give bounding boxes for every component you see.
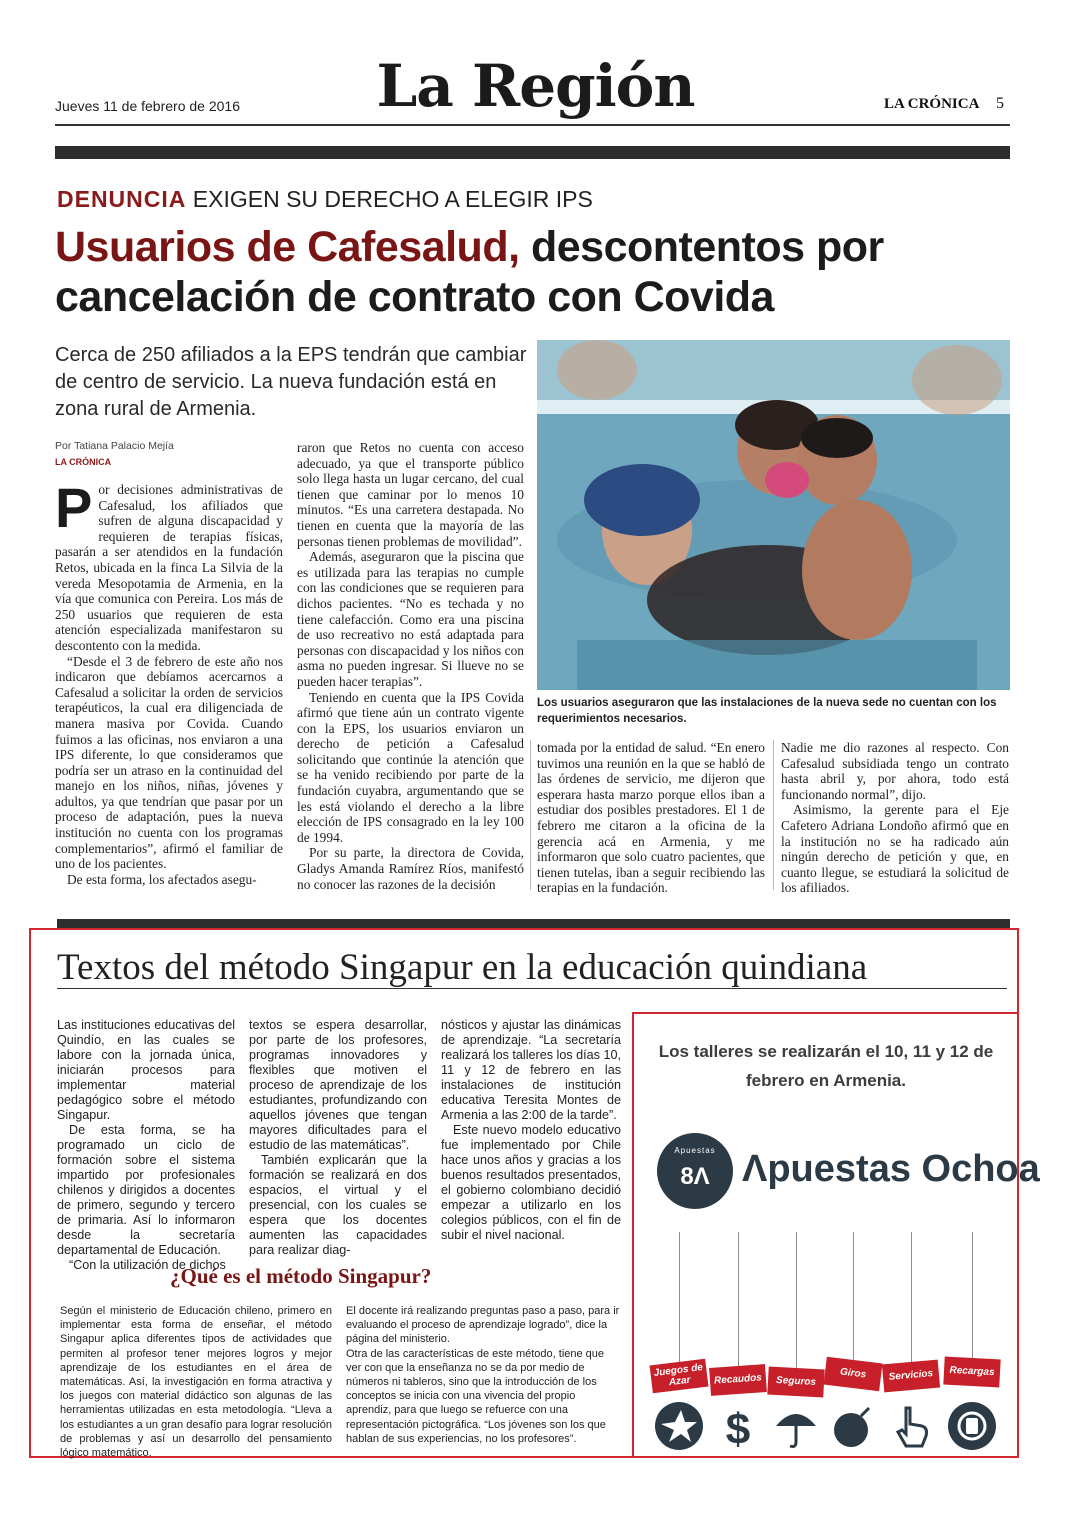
apuestas-logo [657, 1133, 733, 1209]
header-bar [55, 146, 1010, 159]
box-column-1 [60, 1304, 332, 1460]
hanging-string [796, 1232, 797, 1370]
paragraph: nósticos y ajustar las dinámicas de aprendizaje. “La secretaría realizará los talleres los días 10, 11 y 12 de febrero en las instalaciones de institución educativa Teresita Montes de Armenia a las 2:00 de la tarde”. [441, 1018, 621, 1122]
bomb-icon [829, 1402, 877, 1450]
paragraph: Asimismo, la gerente para el Eje Cafetero Adriana Londoño afirmó que en la institución no se ha radicado aún ningún derecho de petición y que, en cuanto llegue, se estudiará la solicitud de los afiliados. [781, 802, 1009, 896]
headline-text: descontentos por cancelación de contrato con Covida [55, 223, 884, 321]
paragraph: raron que Retos no cuenta con acceso adecuado, ya que el transporte público solo llega hasta un lugar cercano, del cual tienen que caminar por lo menos 10 minutos. “Es una carretera destapada. No tienen en cuenta que la mayoría de las personas tienen problemas de movilidad”. [297, 440, 524, 549]
box-column-2 [346, 1304, 620, 1454]
logo-small-text: Apuestas [674, 1146, 716, 1155]
header-rule [55, 124, 1010, 126]
hanging-string [853, 1232, 854, 1362]
paragraph: Este nuevo modelo educativo fue implementado por Chile hace unos años y gracias a los buenos resultados presentados, el gobierno colombiano decidió empezar a utilizarlo en los colegios públicos, con el fin de subir el nivel nacional. [441, 1123, 621, 1242]
column-divider [773, 740, 774, 890]
hanging-string [972, 1232, 973, 1360]
workshop-notice: Los talleres se realizarán el 10, 11 y 12 de febrero en Armenia. [658, 1042, 994, 1090]
headline-highlight: Usuarios de Cafesalud, [55, 223, 520, 271]
star-icon [655, 1402, 703, 1450]
tag-seguros: Seguros [767, 1367, 824, 1398]
paragraph: El docente irá realizando preguntas paso a paso, para ir evaluando el proceso de aprendizaje logrado”, dice la página del ministerio. [346, 1305, 620, 1346]
paragraph: De esta forma, los afectados asegu- [67, 871, 257, 887]
tag-recaudos: Recaudos [709, 1364, 767, 1396]
paragraph: También explicarán que la formación se realizará en dos espacios, el virtual y el presencial, con los cuales se espera que los docentes aumenten las capacidades para realizar diag- [249, 1153, 427, 1257]
article2-top-bar [57, 919, 1010, 928]
article-column-2 [297, 440, 524, 897]
paragraph: Según el ministerio de Educación chileno, primero en implementar esta forma de enseñar, el método Singapur aplica diferentes tipos de actividades que permiten al profesor tener mejores logros y mejor aprendizaje de los estudiantes en el área de matemáticas. Así, la investigación en forma atractiva y los juegos con material didáctico son algunas de las herramientas utilizadas en esta metodología. “Lleva a los estudiantes a un gran desafío para lograr resolución de problemas y así un desarrollo del pensamiento lógico matemático. [60, 1305, 332, 1460]
paragraph: “Con la utilización de dichos [69, 1258, 226, 1272]
tag-juegos-de-azar: Juegos de Azar [650, 1359, 709, 1394]
column-divider [530, 740, 531, 890]
article-column-3 [537, 740, 765, 898]
pool-therapy-photo [537, 340, 1010, 690]
paragraph: Otra de las características de este método, tiene que ver con que la enseñanza no se da por medio de números ni tableros, sino que la introducción de los conceptos se inicia con una vivencia del propio aprendiz, para que luego se refuerce con una representación pictográfica. “Los jóvenes son los que hablan de sus experiencias, no los profesores”. [346, 1347, 606, 1445]
kicker-label: DENUNCIA [57, 186, 187, 212]
tag-recargas: Recargas [943, 1357, 1000, 1388]
paragraph: Las instituciones educativas del Quindío, en las cuales se labore con la jornada única, iniciarán procesos para implementar material pedagógico sobre el método Singapur. [57, 1018, 235, 1122]
brand-name: Λpuestas Ochoa [742, 1148, 1040, 1190]
umbrella-icon [772, 1402, 820, 1450]
hanging-string [911, 1232, 912, 1364]
article2-title-rule [57, 988, 1007, 989]
phone-icon [948, 1402, 996, 1450]
tag-giros: Giros [824, 1357, 883, 1392]
article-column-4 [781, 740, 1009, 898]
article-lead: Cerca de 250 afiliados a la EPS tendrán que cambiar de centro de servicio. La nueva fundación está en zona rural de Armenia. [55, 344, 527, 420]
article2-column-2 [249, 1018, 427, 1257]
photo-caption: Los usuarios aseguraron que las instalaciones de la nueva sede no cuentan con los requerimientos necesarios. [537, 697, 997, 725]
paragraph: Además, aseguraron que la piscina que es utilizada para las terapias no cumple con las condiciones que se requieren para dichos pacientes. “No es techada y no tiene calefacción. Como era una piscina de uso recreativo no está adaptada para personas con discapacidad y los niños con asma no pueden ingresar. Si llueve no se pueden hacer terapias”. [297, 549, 524, 689]
page-number: 5 [996, 95, 1004, 112]
paragraph: Por su parte, la directora de Covida, Gladys Amanda Ramírez Ríos, manifestó no conocer las razones de la decisión [297, 845, 524, 892]
newspaper-name: LA CRÓNICA [884, 96, 980, 112]
article-headline [55, 222, 1015, 322]
dollar-icon [714, 1402, 762, 1454]
hand-pointer-icon [888, 1402, 936, 1450]
paragraph: “Desde el 3 de febrero de este año nos indicaron que debíamos acercarnos a Cafesalud a solicitar la orden de servicios terapéuticos, la cual era diligenciada de manera masiva por Covida. Cuando fuimos a las oficinas, nos enviaron a una IPS diferente, lo que consideramos que podría ser un atraso en la continuidad del manejo en los niños, niñas, jóvenes y adultos, ya que tendrían que pasar por un proceso de adaptación, pues la nueva institución no cuenta con los programas complementarios”, afirmó el familiar de uno de los pacientes. [55, 653, 283, 872]
drop-cap: P [55, 476, 93, 539]
paragraph: or decisiones administrativas de Cafesalud, los afiliados que sufren de alguna discapacidad y requieren de terapias físicas, pasarán a ser atendidos en la fundación Retos, ubicada en la finca La Silvia de la vereda Mesopotamia de Armenia, en la vía que comunica con Pereira. Los más de 250 usuarios que requieren de esta atención especializada manifestaron su descontento con la medida. [55, 482, 283, 653]
article2-column-3 [441, 1018, 621, 1250]
section-title: La Región [376, 52, 695, 120]
tag-servicios: Servicios [882, 1360, 940, 1393]
paragraph: Teniendo en cuenta que la IPS Covida afirmó que tiene aún un contrato vigente con la EPS, los usuarios enviaron un derecho de petición a Cafesalud solicitando que continúe la atención que se ha venido recibiendo por parte de la fundación cuyabra, argumentando que se les está violando el derecho a la libre elección de IPS consagrado en la ley 100 de 1994. [297, 689, 524, 845]
hanging-string [738, 1232, 739, 1367]
issue-date: Jueves 11 de febrero de 2016 [55, 98, 240, 114]
paragraph: De esta forma, se ha programado un ciclo de formación sobre el sistema impartido por profesionales chilenos y dirigidos a docentes de primero, segundo y tercero de primaria. Así lo informaron desde la secretaría departamental de Educación. [57, 1123, 235, 1257]
kicker-text: EXIGEN SU DERECHO A ELEGIR IPS [192, 186, 593, 212]
article-column-1 [55, 476, 283, 897]
svg-text:$: $ [725, 1405, 751, 1454]
paragraph: textos se espera desarrollar, por parte de los profesores, programas innovadores y flexibles que motiven el proceso de aprendizaje de los estudiantes, profundizando con aquellos jóvenes que tengan mayores dificultades para el estudio de las matemáticas”. [249, 1018, 427, 1152]
byline: Por Tatiana Palacio Mejía [55, 440, 174, 452]
article2-column-1 [57, 1018, 235, 1272]
box-subheading: ¿Qué es el método Singapur? [170, 1264, 432, 1288]
hanging-string [679, 1232, 680, 1364]
paragraph: tomada por la entidad de salud. “En enero tuvimos una reunión en la que se habló de las órdenes de servicio, me dijeron que esperara hasta marzo porque ellos iban a estudiar dos posibles prestadores. El 1 de febrero me citaron a la oficina de la gerencia acá en Armenia, y me informaron que solo cuatro pacientes, que tienen tutelas, iban a seguir recibiendo las terapias en la fundación. [537, 740, 765, 896]
article2-title: Textos del método Singapur en la educación quindiana [57, 947, 868, 988]
byline-paper: LA CRÓNICA [55, 457, 112, 467]
paragraph: Nadie me dio razones al respecto. Con Cafesalud subsidiada tengo un contrato hasta abril y, por ahora, todo está funcionando normal”, dijo. [781, 740, 1009, 802]
article-kicker [57, 186, 593, 213]
logo-number: 8Λ [680, 1163, 710, 1190]
